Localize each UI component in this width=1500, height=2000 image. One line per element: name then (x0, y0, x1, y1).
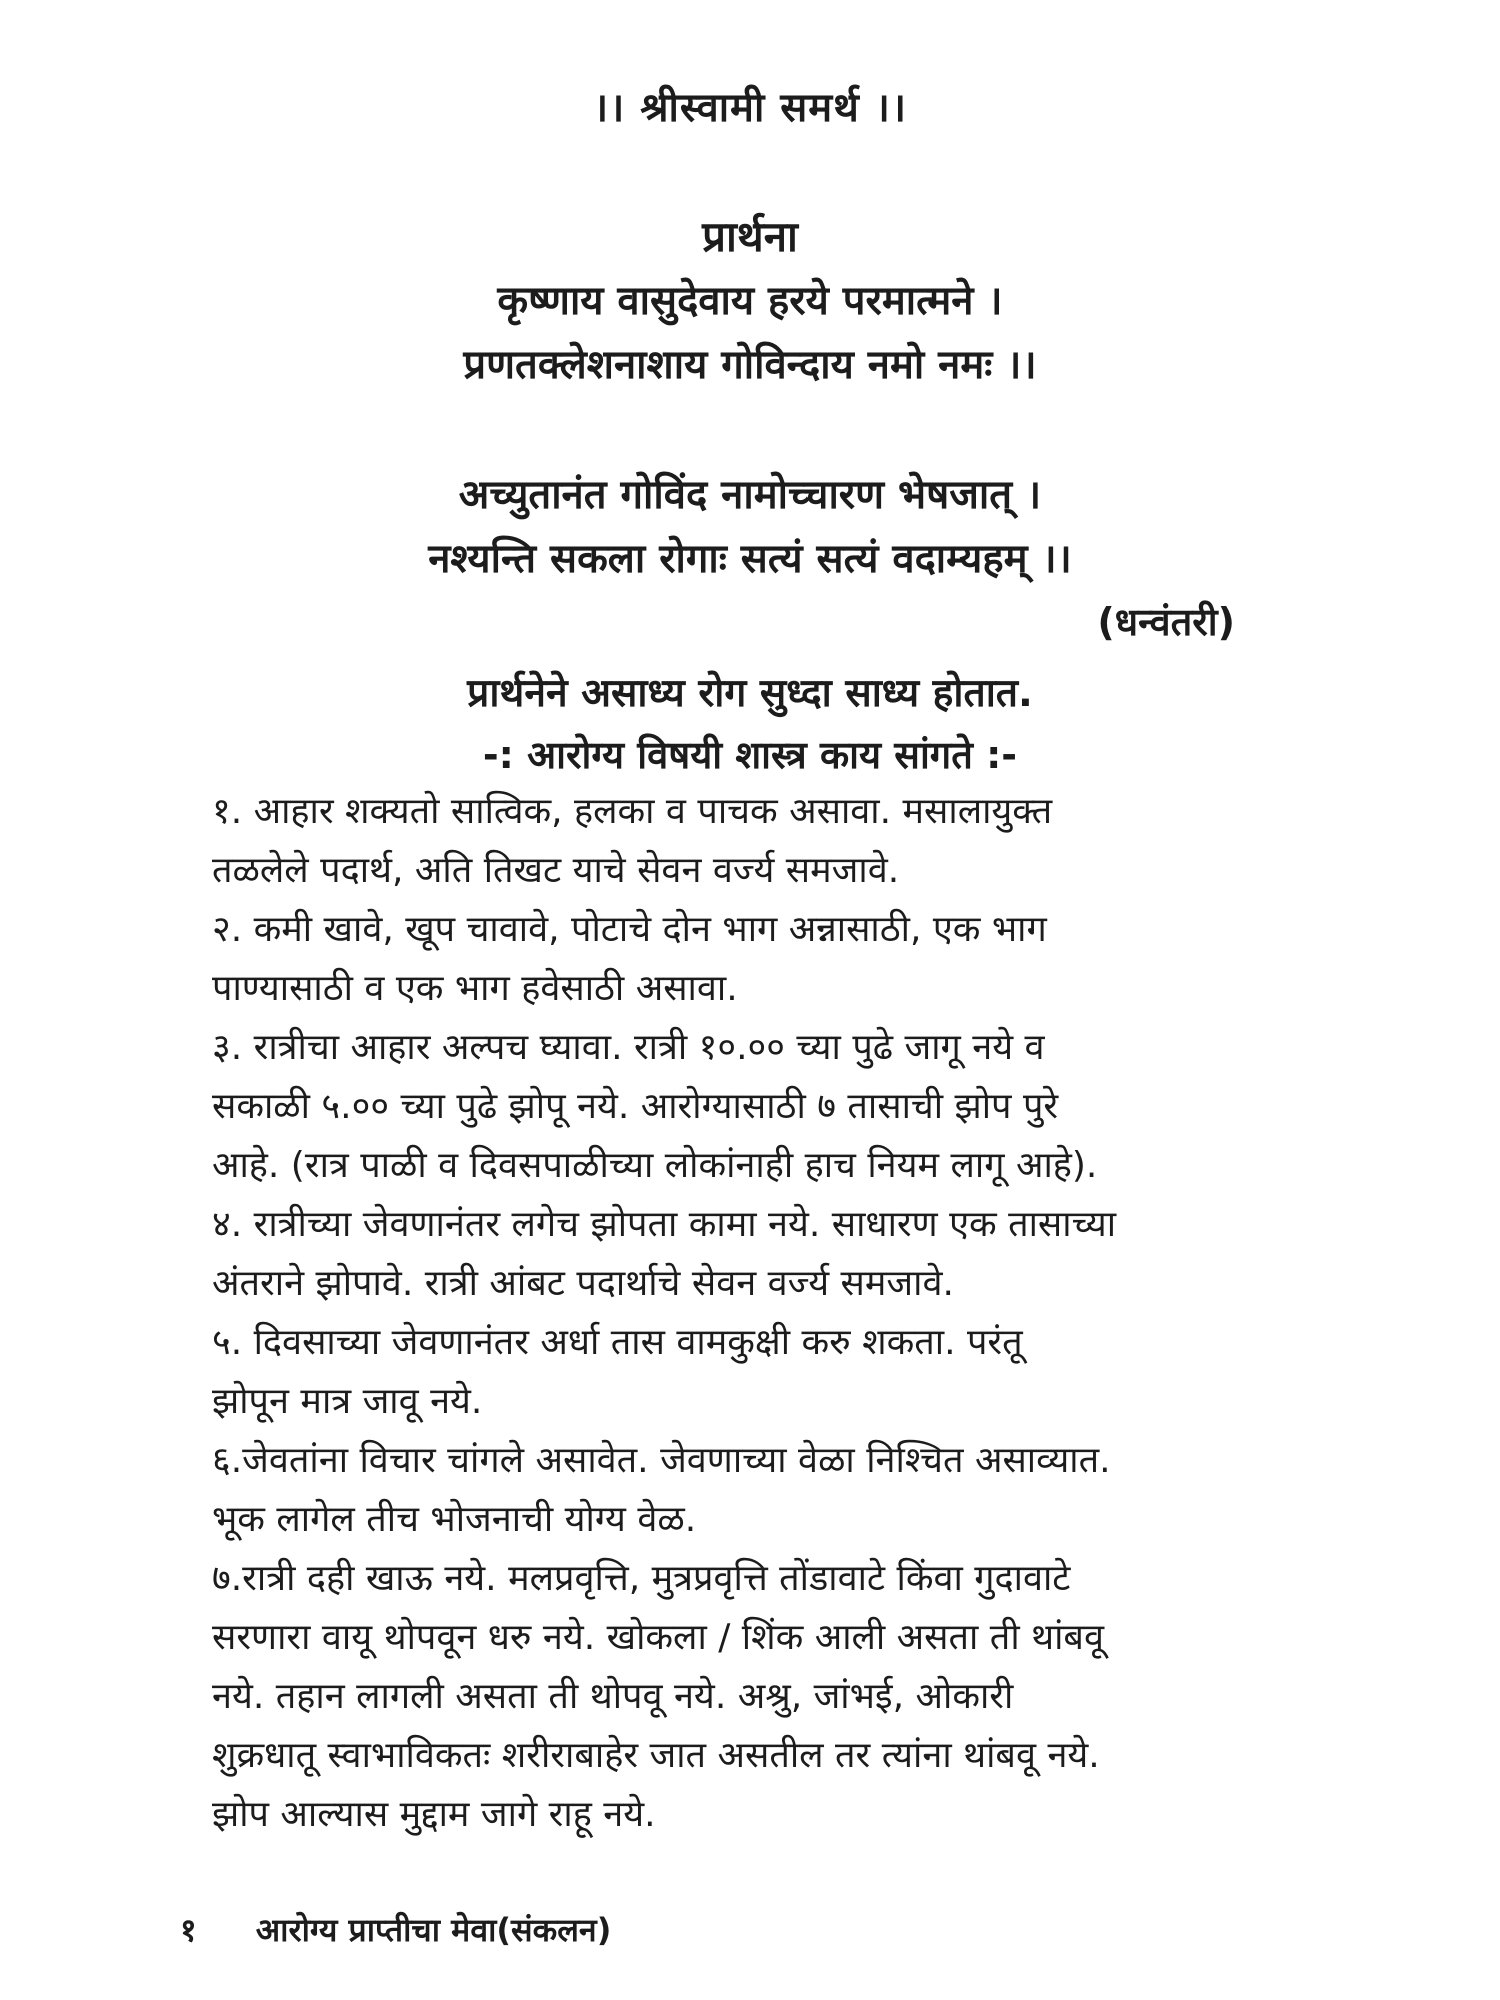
rule-line: १. आहार शक्यतो सात्विक, हलका व पाचक असावा. मसालायुक्त (212, 791, 1053, 832)
rule-line: भूक लागेल तीच भोजनाची योग्य वेळ. (212, 1499, 697, 1540)
rule-line: नये. तहान लागली असता ती थोपवू नये. अश्रु, जांभई, ओकारी (212, 1676, 1014, 1717)
book-title: आरोग्य प्राप्तीचा मेवा(संकलन) (255, 1911, 612, 1949)
rule-line: तळलेले पदार्थ, अति तिखट याचे सेवन वर्ज्य समजावे. (212, 850, 900, 891)
rule-line: झोप आल्यास मुद्दाम जागे राहू नये. (212, 1794, 656, 1835)
verse-2-line-2: नश्यन्ति सकला रोगाः सत्यं सत्यं वदाम्यहम् ।। (428, 536, 1072, 582)
page-header-invocation: ।। श्रीस्वामी समर्थ ।। (592, 85, 908, 131)
page-number: १ (180, 1911, 197, 1949)
rule-line: ३. रात्रीचा आहार अल्पच घ्यावा. रात्री १०.०० च्या पुढे जागू नये व (212, 1027, 1045, 1068)
page-footer (180, 1908, 611, 1951)
verse-1-line-1: कृष्णाय वासुदेवाय हरये परमात्मने । (497, 278, 1003, 324)
rule-line: ४. रात्रीच्या जेवणानंतर लगेच झोपता कामा नये. साधारण एक तासाच्या (212, 1204, 1117, 1245)
rule-line: ६.जेवतांना विचार चांगले असावेत. जेवणाच्या वेळा निश्चित असाव्यात. (212, 1440, 1111, 1481)
rule-line: अंतराने झोपावे. रात्री आंबट पदार्थाचे सेवन वर्ज्य समजावे. (212, 1263, 954, 1304)
rule-line: झोपून मात्र जावू नये. (212, 1381, 483, 1422)
prayer-title: प्रार्थना (702, 212, 798, 261)
verse-2-line-1: अच्युतानंत गोविंद नामोच्चारण भेषजात् । (458, 472, 1042, 518)
verse-spacer (0, 397, 1500, 463)
verse-1-line-2: प्रणतक्लेशनाशाय गोविन्दाय नमो नमः ।। (463, 342, 1037, 388)
rule-line: शुक्रधातू स्वाभाविकतः शरीराबाहेर जात असतील तर त्यांना थांबवू नये. (212, 1735, 1100, 1776)
health-rules-list (212, 782, 1342, 1844)
rule-line: ७.रात्री दही खाऊ नये. मलप्रवृत्ति, मुत्रप्रवृत्ति तोंडावाटे किंवा गुदावाटे (212, 1558, 1071, 1599)
section-heading: -: आरोग्य विषयी शास्त्र काय सांगते :- (482, 733, 1018, 777)
rule-line: सकाळी ५.०० च्या पुढे झोपू नये. आरोग्यासाठी ७ तासाची झोप पुरे (212, 1086, 1059, 1127)
rule-line: सरणारा वायू थोपवून धरु नये. खोकला / शिंक आली असता ती थांबवू (212, 1617, 1104, 1658)
prayer-section (0, 205, 1500, 591)
verse-attribution: (धन्वंतरी) (1097, 600, 1235, 644)
prayer-statement: प्रार्थनेने असाध्य रोग सुध्दा साध्य होतात. (467, 671, 1033, 716)
rule-line: २. कमी खावे, खूप चावावे, पोटाचे दोन भाग अन्नासाठी, एक भाग (212, 909, 1047, 950)
rule-line: आहे. (रात्र पाळी व दिवसपाळीच्या लोकांनाही हाच नियम लागू आहे). (212, 1145, 1098, 1186)
rule-line: ५. दिवसाच्या जेवणानंतर अर्धा तास वामकुक्षी करु शकता. परंतू (212, 1322, 1023, 1363)
rule-line: पाण्यासाठी व एक भाग हवेसाठी असावा. (212, 968, 738, 1009)
